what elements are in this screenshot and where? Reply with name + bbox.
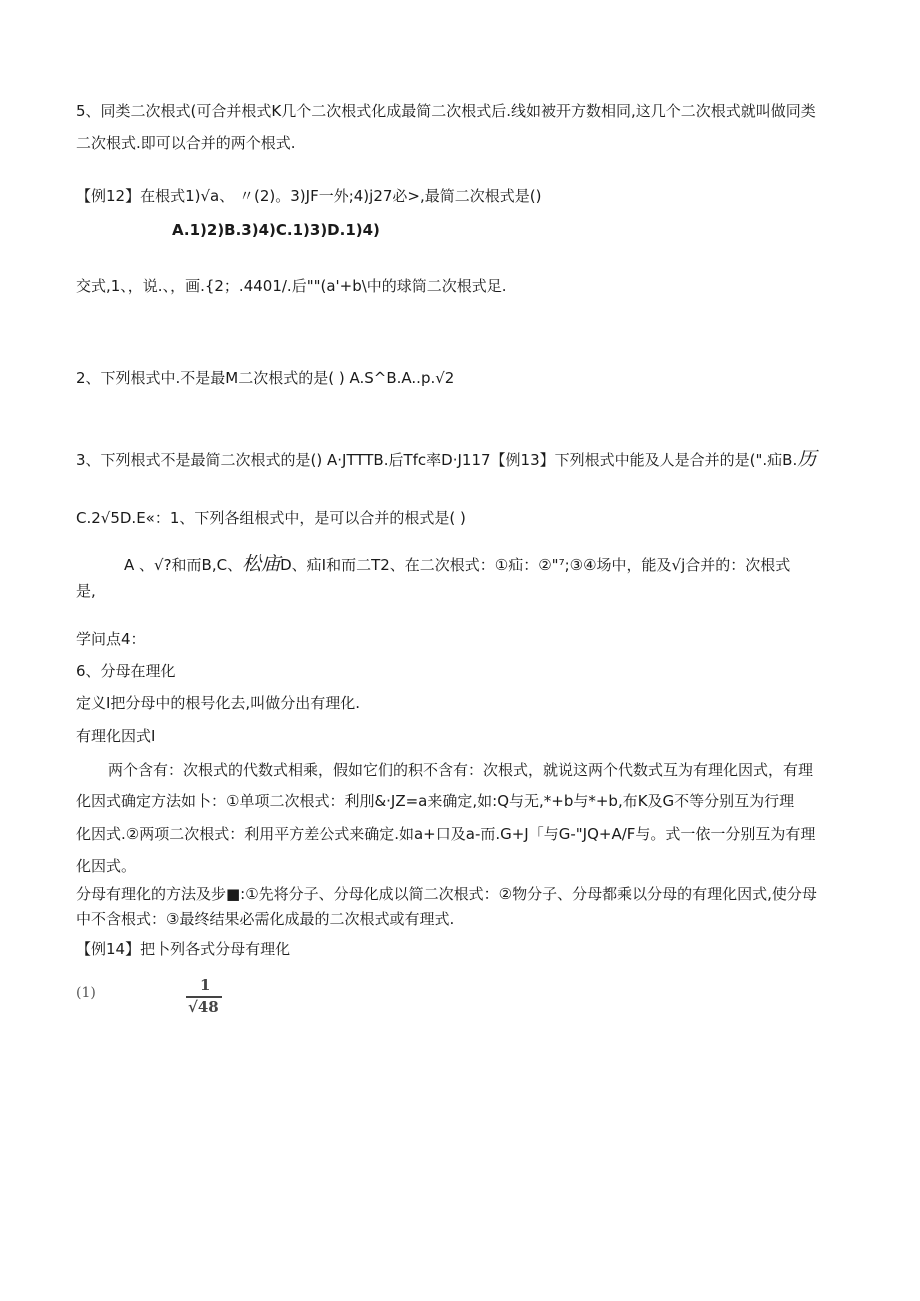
text-line: A 、√?和而B,C、松庙D、疝I和而二T2、在二次根式：①疝：②"⁷;③④场中，能及√j合并的：次根式 [124,553,791,575]
text-line: 2、下列根式中.不是最M二次根式的是( ) A.S^B.A..p.√2 [76,369,455,387]
handwritten-glyph: 松庙 [242,553,281,575]
text-line: 3、下列根式不是最简二次根式的是() A·JTTTB.后Tfc率D·J117【例13】下列根式中能及人是合并的是(".疝B.历 [76,448,817,470]
text-line: 交式,1、，说.、，画.{2；.4401/.后""(a'+b\中的球筒二次根式足. [76,277,507,295]
fraction-example [76,976,219,1016]
text-line: 化因式。 [76,857,137,875]
text-line: 【例14】把卜列各式分母有理化 [76,940,291,958]
text-line: 有理化因式I [76,727,156,745]
text-line: 分母有理化的方法及步■:①先将分子、分母化成以简二次根式：②物分子、分母都乘以分母的有理化因式,使分母 [76,885,817,903]
text-line: 是, [76,582,96,600]
text-line: 6、分母在理化 [76,662,176,680]
text-line-rest: D、疝I和而二T2、在二次根式：①疝：②"⁷;③④场中，能及√j合并的：次根式 [280,556,791,574]
text-line: 化因式.②两项二次根式：利用平方差公式来确定.如a+口及a-而.G+J「与G-"JQ+A/F与。式一依一分别互为有理 [76,825,816,843]
text-line: 二次根式.即可以合并的两个根式. [76,134,296,152]
text-line: 两个含有：次根式的代数式相乘，假如它们的积不含有：次根式，就说这两个代数式互为有理化因式，有理 [108,761,814,779]
text-line: C.2√5D.E«：1、下列各组根式中，是可以合并的根式是( ) [76,509,466,527]
text-line: 化因式确定方法如卜：①单项二次根式：利刖&·JZ=a来确定,如:Q与无,*+b与*+b,布K及G不等分别互为行理 [76,792,795,810]
handwritten-glyph: 历 [797,448,817,470]
text-line: A.1)2)B.3)4)C.1)3)D.1)4) [172,221,380,239]
fraction-label: (1) [76,985,96,1001]
text-line: 【例12】在根式1)√a、 〃(2)。3)JF一外;4)j27必>,最简二次根式是() [76,187,542,205]
text-line: 中不含根式：③最终结果必需化成最的二次根式或有理式. [76,910,455,928]
text-line: 学问点4： [76,630,146,648]
text-line: 5、同类二次根式(可合并根式K几个二次根式化成最简二次根式后.线如被开方数相同,这几个二次根式就叫做同类 [76,102,816,120]
fraction-numerator: 1 [200,976,211,994]
text-line: 定义I把分母中的根号化去,叫做分出有理化. [76,694,360,712]
fraction-denominator: √48 [188,998,219,1016]
